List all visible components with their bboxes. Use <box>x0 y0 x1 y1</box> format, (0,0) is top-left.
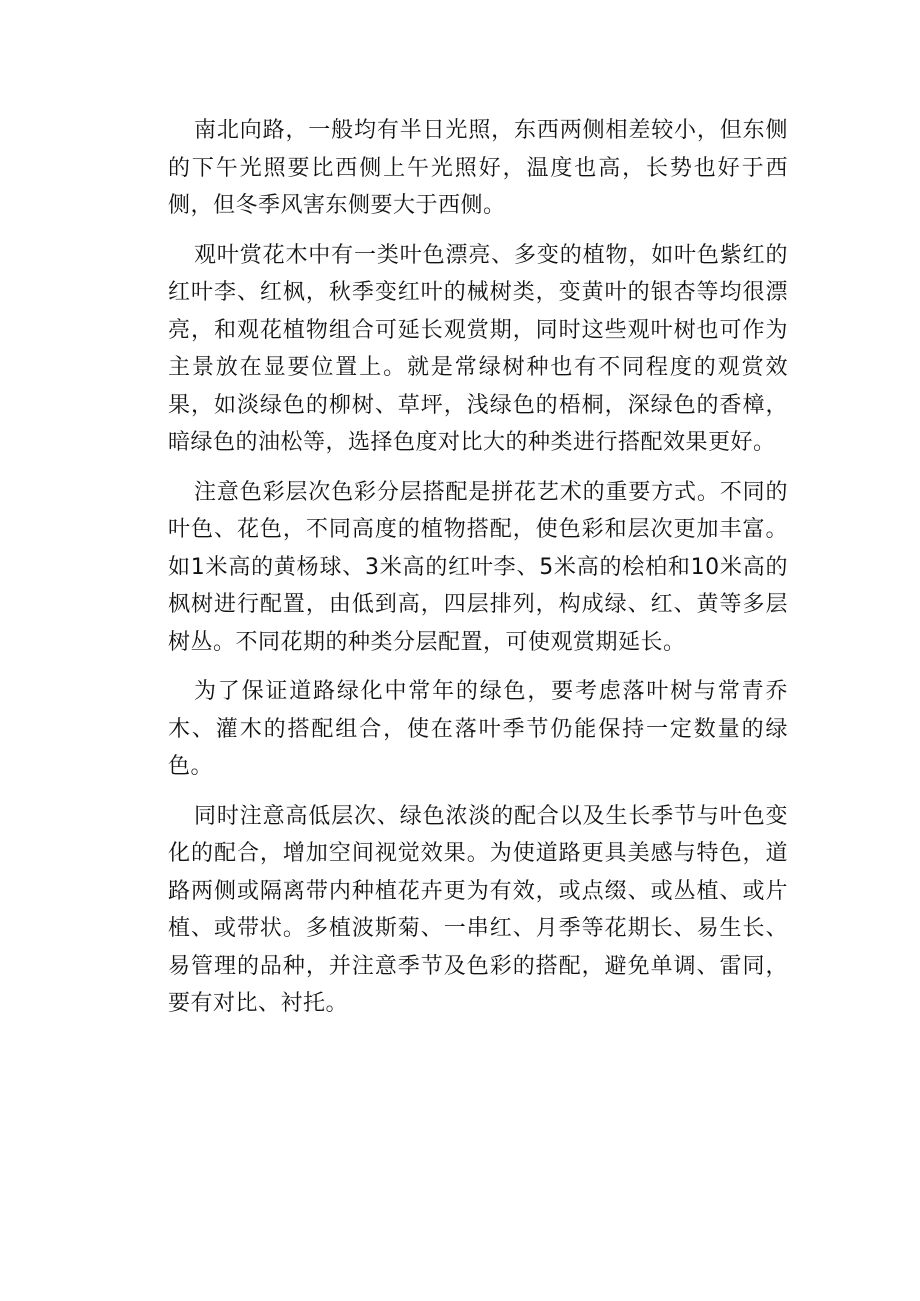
document-body <box>168 112 788 1035</box>
paragraph-color-layers: 注意色彩层次色彩分层搭配是拼花艺术的重要方式。不同的叶色、花色，不同高度的植物搭配，使色彩和层次更加丰富。如1米高的黄杨球、3米高的红叶李、5米高的桧柏和10米高的枫树进行配置，由低到高，四层排列，构成绿、红、黄等多层树丛。不同花期的种类分层配置，可使观赏期延长。 <box>168 479 788 655</box>
paragraph-year-round-green: 为了保证道路绿化中常年的绿色，要考虑落叶树与常青乔木、灌木的搭配组合，使在落叶季节仍能保持一定数量的绿色。 <box>168 679 788 779</box>
paragraph-foliage-plants: 观叶赏花木中有一类叶色漂亮、多变的植物，如叶色紫红的红叶李、红枫，秋季变红叶的械树类，变黄叶的银杏等均很漂亮，和观花植物组合可延长观赏期，同时这些观叶树也可作为主景放在显要位置上。就是常绿树种也有不同程度的观赏效果，如淡绿色的柳树、草坪，浅绿色的梧桐，深绿色的香樟，暗绿色的油松等，选择色度对比大的种类进行搭配效果更好。 <box>168 242 788 455</box>
paragraph-height-and-flowers: 同时注意高低层次、绿色浓淡的配合以及生长季节与叶色变化的配合，增加空间视觉效果。为使道路更具美感与特色，道路两侧或隔离带内种植花卉更为有效，或点缀、或丛植、或片植、或带状。多植波斯菊、一串红、月季等花期长、易生长、易管理的品种，并注意季节及色彩的搭配，避免单调、雷同，要有对比、衬托。 <box>168 803 788 1016</box>
paragraph-south-north-road: 南北向路，一般均有半日光照，东西两侧相差较小，但东侧的下午光照要比西侧上午光照好，温度也高，长势也好于西侧，但冬季风害东侧要大于西侧。 <box>168 118 788 218</box>
